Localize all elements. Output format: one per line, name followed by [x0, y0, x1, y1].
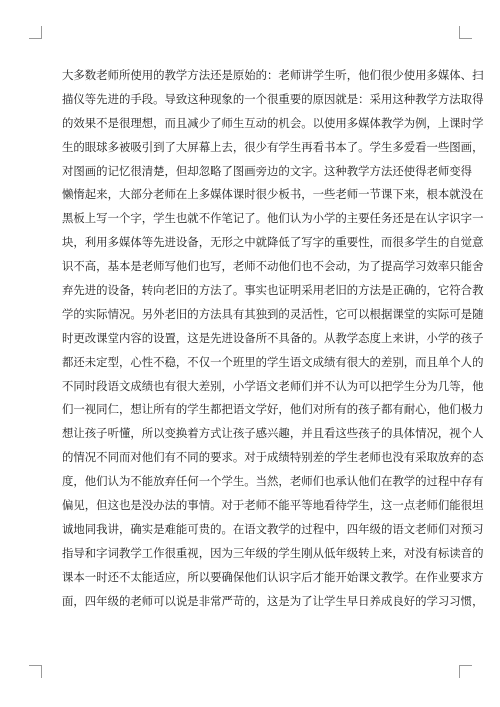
text-line: 的效果不是很理想，而且减少了师生互动的机会。以使用多媒体教学为例，上课时学 — [62, 115, 484, 130]
text-line: 的情况不同而对他们有不同的要求。对于成绩特别差的学生老师也没有采取放弃的态 — [62, 450, 484, 465]
crop-mark-top-left — [29, 26, 42, 39]
text-line: 指导和字词教学工作很重视，因为三年级的学生刚从低年级转上来，对没有标读音的 — [62, 545, 484, 560]
text-line: 对图画的记忆很清楚，但却忽略了图画旁边的文字。这种教学方法还使得老师变得 — [62, 163, 473, 178]
text-line: 都还未定型，心性不稳，不仅一个班里的学生语文成绩有很大的差别，而且单个人的 — [62, 354, 484, 369]
text-line: 识不高，基本是老师写他们也写，老师不动他们也不会动，为了提高学习效率只能舍 — [62, 259, 484, 274]
text-line: 度，他们认为不能放弃任何一个学生。当然，老师们也承认他们在教学的过程中存有 — [62, 474, 484, 489]
body-paragraph — [62, 64, 484, 613]
text-line: 们一视同仁，想让所有的学生都把语文学好，他们对所有的孩子都有耐心，他们极力 — [62, 402, 484, 417]
text-line: 不同时段语文成绩也有很大差别，小学语文老师们并不认为可以把学生分为几等，他 — [62, 378, 484, 393]
text-line: 学的实际情况。另外老旧的方法具有其独到的灵活性，它可以根据课堂的实际可是随 — [62, 306, 484, 321]
text-line: 懒惰起来，大部分老师在上多媒体课时很少板书，一些老师一节课下来，根本就没在 — [62, 187, 484, 202]
text-line: 面，四年级的老师可以说是非常严苛的，这是为了让学生早日养成良好的学习习惯， — [62, 593, 484, 608]
text-line: 生的眼球多被吸引到了大屏幕上去，很少有学生再看书本了。学生多爱看一些图画， — [62, 139, 484, 154]
text-line: 诚地同我讲，确实是难能可贵的。在语文教学的过程中，四年级的语文老师们对预习 — [62, 521, 484, 536]
text-line: 大多数老师所使用的教学方法还是原始的：老师讲学生听，他们很少使用多媒体、扫 — [62, 68, 484, 82]
text-line: 黑板上写一个字，学生也就不作笔记了。他们认为小学的主要任务还是在认字识字一 — [62, 211, 484, 226]
text-line: 时更改课堂内容的设置，这是先进设备所不具备的。从教学态度上来讲，小学的孩子 — [62, 330, 484, 345]
crop-mark-bottom-right — [459, 665, 472, 678]
text-line: 弃先进的设备，转向老旧的方法了。事实也证明采用老旧的方法是正确的，它符合教 — [62, 283, 484, 298]
text-line: 偏见，但这也是没办法的事情。对于老师不能平等地看待学生，这一点老师们能很坦 — [62, 498, 484, 513]
text-line: 描仪等先进的手段。导致这种现象的一个很重要的原因就是：采用这种教学方法取得 — [62, 91, 484, 106]
text-line: 课本一时还不太能适应，所以要确保他们认识字后才能开始课文教学。在作业要求方 — [62, 569, 484, 584]
crop-mark-top-right — [459, 26, 472, 39]
text-line: 想让孩子听懂，所以变换着方式让孩子感兴趣，并且看这些孩子的具体情况，视个人 — [62, 426, 484, 441]
crop-mark-bottom-left — [29, 665, 42, 678]
text-line: 块，利用多媒体等先进设备，无形之中就降低了写字的重要性，而很多学生的自觉意 — [62, 235, 484, 250]
